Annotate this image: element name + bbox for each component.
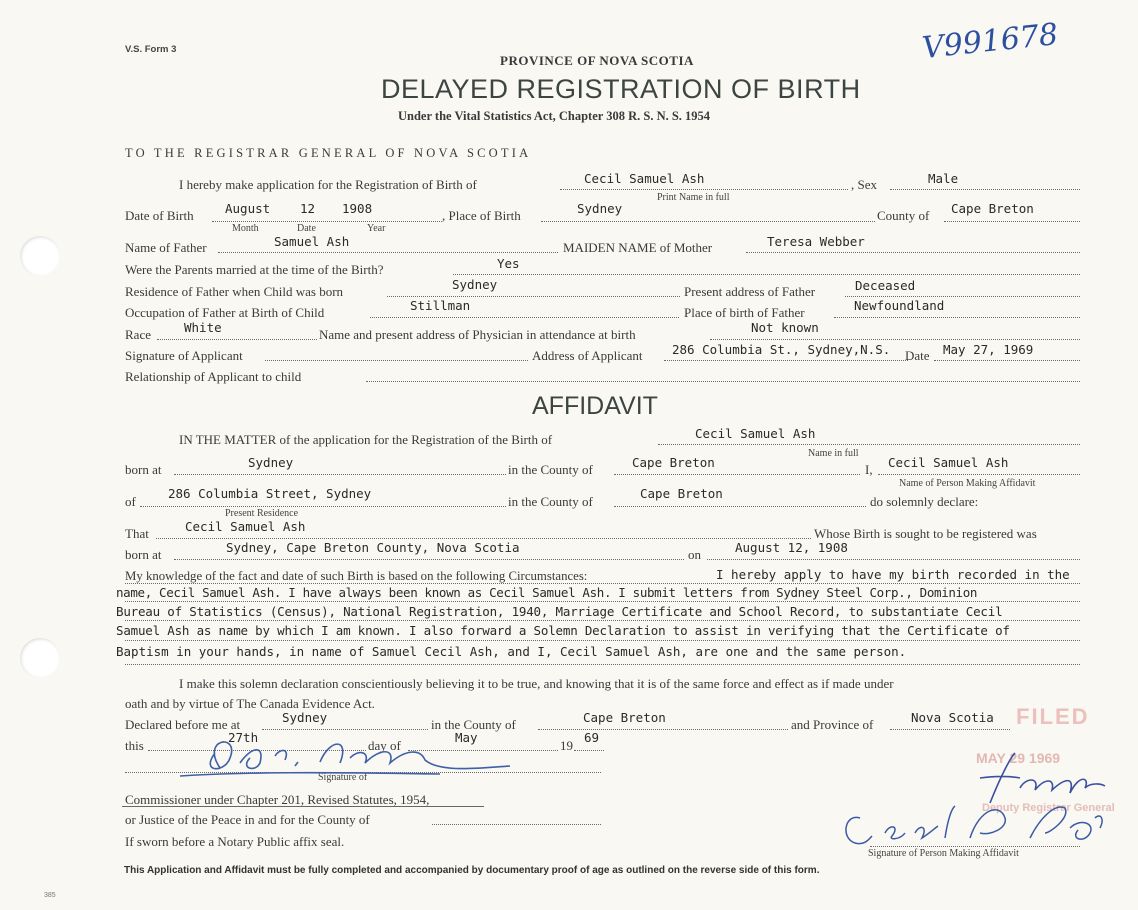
form-code: 385 [44,892,56,899]
label-signature: Signature of Applicant [125,348,243,363]
punch-hole [20,638,60,678]
solemn-declaration-1: I make this solemn declaration conscientiously believing it to be true, and knowing that it is of the same force and effect as if made under [179,676,894,691]
application-date: May 27, 1969 [943,342,1034,357]
father-residence: Sydney [452,277,498,292]
commissioner-text: Commissioner under Chapter 201, Revised Statutes, 1954, [125,792,430,807]
label-this: this [125,738,144,753]
dob-date: 12 [300,201,316,216]
affidavit-county: Cape Breton [632,455,715,470]
father-name: Samuel Ash [274,234,350,249]
label-in-county-3: in the County of [431,717,516,732]
year-note: Year [367,223,386,234]
subject-born-on: August 12, 1908 [735,540,848,555]
label-applicant-address: Address of Applicant [532,348,643,363]
deponent-name: Cecil Samuel Ash [888,455,1009,470]
label-apply: I hereby make application for the Registration of Birth of [179,177,477,192]
print-name-note: Print Name in full [657,192,730,203]
father-birthplace: Newfoundland [854,298,945,313]
label-19: 19 [560,738,573,753]
footer-note: This Application and Affidavit must be fully completed and accompanied by documentary proof of age as outlined on the reverse side of this form. [124,865,820,876]
declared-province: Nova Scotia [911,710,994,725]
month-note: Month [232,223,259,234]
label-in-county: in the County of [508,462,593,477]
label-on: on [688,547,701,562]
label-relationship: Relationship of Applicant to child [125,369,302,384]
label-circumstances: My knowledge of the fact and date of such Birth is based on the following Circumstances: [125,569,588,583]
declared-month: May [455,730,478,745]
physician-value: Not known [751,320,819,335]
circumstances-line-4: Samuel Ash as name by which I am known. I also forward a Solemn Declaration to assist in verifying that the Certificate of [116,623,1010,638]
circumstances-line-2: name, Cecil Samuel Ash. I have always been known as Cecil Samuel Ash. I submit letters from Sydney Steel Corp., Dominion [116,585,978,600]
subject-name: Cecil Samuel Ash [185,519,306,534]
applicant-address: 286 Columbia St., Sydney,N.S. [672,342,891,357]
label-physician: Name and present address of Physician in attendance at birth [319,327,636,342]
label-i: I, [865,462,873,477]
label-that: That [125,526,149,541]
registration-number: V991678 [920,16,1060,67]
declared-day: 27th [228,730,259,745]
label-whose-birth: Whose Birth is sought to be registered was [814,526,1037,541]
affidavit-heading: AFFIDAVIT [532,392,658,420]
label-day-of: day of [368,738,401,753]
dob-month: August [225,201,271,216]
declared-year: 69 [584,730,600,745]
label-dob: Date of Birth [125,208,194,223]
commissioner-signature [180,728,520,788]
label-residence: Residence of Father when Child was born [125,284,344,299]
stamp-office: Deputy Registrar General [982,802,1115,814]
signature-of-person-note: Signature of Person Making Affidavit [868,848,1019,859]
label-in-county-2: in the County of [508,494,593,509]
race-value: White [184,320,222,335]
justice-of-peace-text: or Justice of the Peace in and for the County of [125,812,370,827]
label-place: , Place of Birth [442,208,521,223]
label-race: Race [125,327,151,342]
father-occupation: Stillman [410,298,471,313]
notary-text: If sworn before a Notary Public affix seal. [125,834,345,849]
deponent-residence: 286 Columbia Street, Sydney [168,486,372,501]
name-in-full-note: Name in full [808,448,859,459]
form-number: V.S. Form 3 [125,44,177,55]
father-present-address: Deceased [855,278,916,293]
place-of-birth: Sydney [577,201,623,216]
label-declare: do solemnly declare: [870,494,979,509]
label-father-birthplace: Place of birth of Father [684,305,805,320]
applicant-signature [830,788,1110,858]
circumstances-line-5: Baptism in your hands, in name of Samuel Cecil Ash, and I, Cecil Samuel Ash, are one and the same person. [116,644,907,659]
circumstances-line-3: Bureau of Statistics (Census), National Registration, 1940, Marriage Certificate and School Record, to substantiate Cecil [116,604,1003,619]
label-married: Were the Parents married at the time of the Birth? [125,262,384,277]
label-born-at-2: born at [125,547,162,562]
province-title: PROVINCE OF NOVA SCOTIA [500,53,694,68]
label-father: Name of Father [125,240,207,255]
affidavit-name: Cecil Samuel Ash [695,426,816,441]
present-residence-note: Present Residence [225,508,299,519]
person-making-affidavit-note: Name of Person Making Affidavit [899,478,1036,489]
deponent-county: Cape Breton [640,486,723,501]
form-title: DELAYED REGISTRATION OF BIRTH [381,74,861,104]
addressee-line: TO THE REGISTRAR GENERAL OF NOVA SCOTIA [125,146,532,160]
date-note: Date [297,223,316,234]
affidavit-born-at: Sydney [248,455,294,470]
dob-year: 1908 [342,201,373,216]
sex-value: Male [928,171,959,186]
label-occupation: Occupation of Father at Birth of Child [125,305,325,320]
label-born-at: born at [125,462,162,477]
label-province: and Province of [791,717,874,732]
circumstances-line-1: I hereby apply to have my birth recorded in the [716,567,1070,582]
married-value: Yes [497,256,520,271]
declared-county: Cape Breton [583,710,666,725]
label-declared-before: Declared before me at [125,717,241,732]
label-date: Date [905,348,930,363]
stamp-date: MAY 29 1969 [976,750,1061,766]
punch-hole [20,236,60,276]
label-in-the-matter: IN THE MATTER of the application for the Registration of the Birth of [179,432,553,447]
label-mother: MAIDEN NAME of Mother [563,240,713,255]
county-value: Cape Breton [951,201,1034,216]
label-of: of [125,494,136,509]
declared-at: Sydney [282,710,328,725]
child-name: Cecil Samuel Ash [584,171,705,186]
label-county: County of [877,208,930,223]
label-sex: , Sex [851,177,877,192]
subject-born-at: Sydney, Cape Breton County, Nova Scotia [226,540,520,555]
mother-name: Teresa Webber [767,234,865,249]
filed-stamp: FILED [1016,704,1090,729]
label-present-address: Present address of Father [684,284,816,299]
solemn-declaration-2: oath and by virtue of The Canada Evidence Act. [125,696,375,711]
signature-of-note: Signature of [318,772,368,783]
form-subtitle: Under the Vital Statistics Act, Chapter 308 R. S. N. S. 1954 [398,109,711,123]
